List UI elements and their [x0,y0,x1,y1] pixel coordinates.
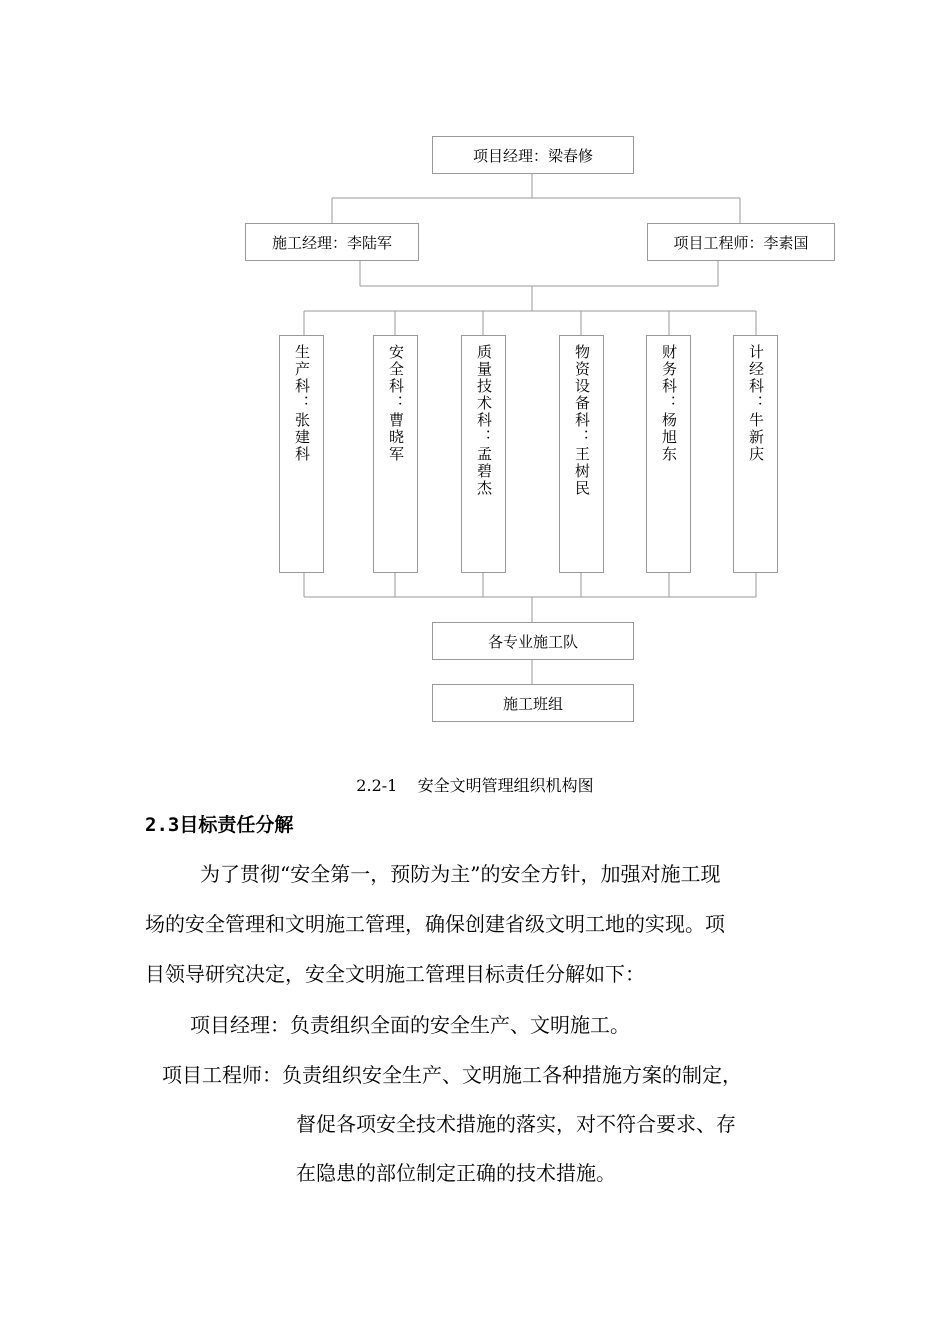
department-label: 质量技术科：孟碧杰 [475,344,493,497]
section-heading: 2.3目标责任分解 [145,814,294,836]
department-box-production [279,335,324,573]
department-box-finance [646,335,691,573]
department-box-planning [733,335,778,573]
project-engineer-duty-line-3: 在隐患的部位制定正确的技术措施。 [296,1161,616,1185]
project-engineer-label: 项目工程师：李素国 [673,233,809,252]
construction-crews-box [432,684,634,722]
project-manager-box [432,136,634,174]
body-line-3: 目领导研究决定，安全文明施工管理目标责任分解如下： [145,962,645,986]
project-engineer-duty-line-2: 督促各项安全技术措施的落实，对不符合要求、存 [296,1112,736,1136]
department-label: 计经科：牛新庆 [747,344,765,463]
body-line-1: 为了贯彻“安全第一，预防为主”的安全方针，加强对施工现 [200,862,721,886]
project-engineer-box [647,223,835,261]
department-label: 财务科：杨旭东 [660,344,678,463]
construction-teams-box [432,622,634,660]
body-line-2: 场的安全管理和文明施工管理，确保创建省级文明工地的实现。项 [145,912,725,936]
construction-manager-box [245,223,419,261]
figure-caption: 2.2-1 安全文明管理组织机构图 [356,776,594,795]
department-label: 生产科：张建科 [293,344,311,463]
construction-manager-label: 施工经理：李陆军 [271,233,392,252]
department-label: 安全科：曹晓军 [387,344,405,463]
department-label: 物资设备科：王树民 [573,344,591,497]
project-engineer-duty-line-1: 项目工程师：负责组织安全生产、文明施工各种措施方案的制定， [162,1063,742,1087]
project-manager-duty: 项目经理：负责组织全面的安全生产、文明施工。 [190,1013,630,1037]
department-box-safety [373,335,418,573]
department-box-quality [461,335,506,573]
department-box-materials [559,335,604,573]
construction-teams-label: 各专业施工队 [487,632,578,651]
construction-crews-label: 施工班组 [502,694,563,713]
project-manager-label: 项目经理：梁春修 [472,146,593,165]
